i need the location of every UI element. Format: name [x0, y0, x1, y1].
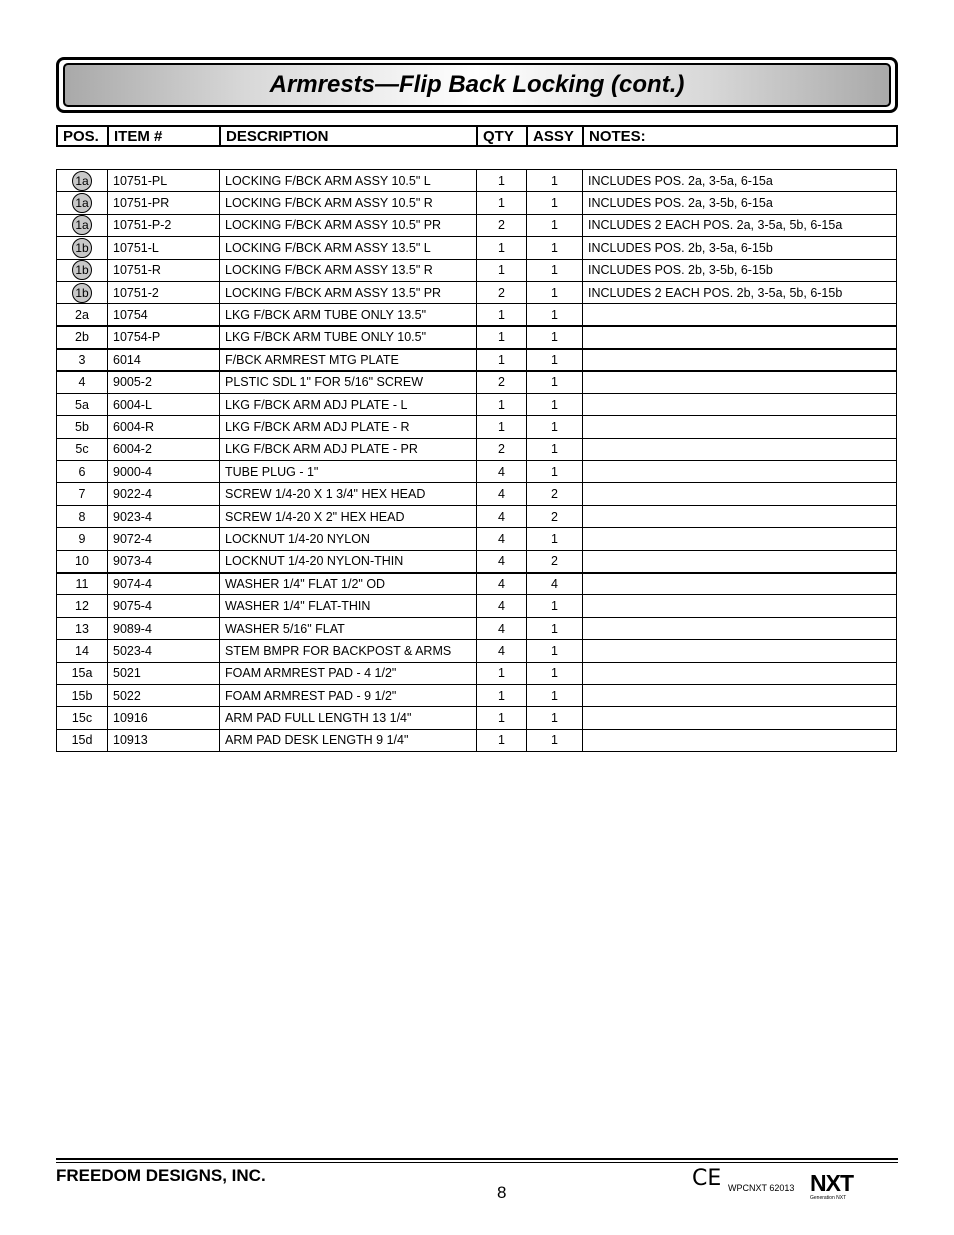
description-cell: STEM BMPR FOR BACKPOST & ARMS [220, 640, 477, 662]
notes-cell [583, 438, 897, 460]
table-row [57, 684, 897, 706]
notes-cell [583, 483, 897, 505]
qty-cell: 1 [477, 729, 527, 751]
notes-cell [583, 707, 897, 729]
item-cell: 6004-L [108, 393, 220, 415]
item-cell: 10751-R [108, 259, 220, 281]
description-cell: LKG F/BCK ARM TUBE ONLY 13.5" [220, 304, 477, 326]
notes-cell: INCLUDES 2 EACH POS. 2a, 3-5a, 5b, 6-15a [583, 214, 897, 236]
item-cell: 5021 [108, 662, 220, 684]
table-row [57, 505, 897, 527]
item-cell: 10754-P [108, 326, 220, 348]
notes-cell [583, 640, 897, 662]
item-cell: 9075-4 [108, 595, 220, 617]
item-cell: 6004-R [108, 416, 220, 438]
table-row [57, 617, 897, 639]
description-cell: SCREW 1/4-20 X 1 3/4" HEX HEAD [220, 483, 477, 505]
notes-cell: INCLUDES 2 EACH POS. 2b, 3-5a, 5b, 6-15b [583, 281, 897, 303]
footer-rule [56, 1158, 898, 1160]
description-cell: LOCKNUT 1/4-20 NYLON [220, 528, 477, 550]
pos-cell: 15d [57, 729, 108, 751]
table-row [57, 393, 897, 415]
notes-cell [583, 326, 897, 348]
notes-cell [583, 729, 897, 751]
assy-cell: 1 [527, 684, 583, 706]
assy-cell: 1 [527, 595, 583, 617]
qty-cell: 2 [477, 438, 527, 460]
qty-cell: 1 [477, 326, 527, 348]
pos-cell: 10 [57, 550, 108, 572]
assy-cell: 1 [527, 707, 583, 729]
notes-cell [583, 416, 897, 438]
description-cell: FOAM ARMREST PAD - 4 1/2" [220, 662, 477, 684]
assy-cell: 1 [527, 304, 583, 326]
pos-cell: 8 [57, 505, 108, 527]
item-cell: 9000-4 [108, 461, 220, 483]
pos-cell: 9 [57, 528, 108, 550]
document-code: WPCNXT 62013 [728, 1183, 795, 1193]
pos-cell [57, 170, 108, 192]
pos-circle-badge: 1b [72, 238, 92, 258]
assy-cell: 1 [527, 438, 583, 460]
assy-cell: 1 [527, 729, 583, 751]
pos-circle-badge: 1b [72, 260, 92, 280]
item-cell: 10751-PL [108, 170, 220, 192]
qty-cell: 1 [477, 662, 527, 684]
pos-cell: 5a [57, 393, 108, 415]
item-cell: 9022-4 [108, 483, 220, 505]
qty-cell: 4 [477, 483, 527, 505]
description-cell: TUBE PLUG - 1" [220, 461, 477, 483]
notes-cell [583, 304, 897, 326]
description-cell: LKG F/BCK ARM TUBE ONLY 10.5" [220, 326, 477, 348]
table-row [57, 438, 897, 460]
qty-cell: 4 [477, 461, 527, 483]
description-cell: LOCKING F/BCK ARM ASSY 10.5" L [220, 170, 477, 192]
title-banner-inner [63, 63, 891, 107]
qty-cell: 2 [477, 214, 527, 236]
nxt-logo-text: NXT [810, 1170, 853, 1196]
notes-cell [583, 528, 897, 550]
description-cell: FOAM ARMREST PAD - 9 1/2" [220, 684, 477, 706]
column-header-table [56, 125, 898, 147]
qty-cell: 1 [477, 304, 527, 326]
notes-cell [583, 505, 897, 527]
pos-cell: 6 [57, 461, 108, 483]
table-row [57, 461, 897, 483]
item-cell: 9072-4 [108, 528, 220, 550]
table-row [57, 214, 897, 236]
item-cell: 9089-4 [108, 617, 220, 639]
item-cell: 9073-4 [108, 550, 220, 572]
pos-cell: 12 [57, 595, 108, 617]
assy-cell: 1 [527, 393, 583, 415]
pos-cell [57, 259, 108, 281]
notes-cell: INCLUDES POS. 2b, 3-5b, 6-15b [583, 259, 897, 281]
assy-cell: 1 [527, 416, 583, 438]
table-row [57, 259, 897, 281]
pos-cell [57, 192, 108, 214]
table-row [57, 237, 897, 259]
qty-cell: 1 [477, 192, 527, 214]
item-cell: 9005-2 [108, 371, 220, 393]
item-cell: 10751-L [108, 237, 220, 259]
table-row [57, 281, 897, 303]
column-header-row [57, 126, 897, 146]
notes-cell: INCLUDES POS. 2b, 3-5a, 6-15b [583, 237, 897, 259]
table-row [57, 729, 897, 751]
description-cell: LOCKING F/BCK ARM ASSY 10.5" PR [220, 214, 477, 236]
qty-cell: 4 [477, 528, 527, 550]
notes-cell [583, 461, 897, 483]
qty-cell: 1 [477, 416, 527, 438]
pos-cell: 14 [57, 640, 108, 662]
table-row [57, 640, 897, 662]
pos-circle-badge: 1b [72, 283, 92, 303]
notes-cell: INCLUDES POS. 2a, 3-5a, 6-15a [583, 170, 897, 192]
table-row [57, 573, 897, 595]
notes-cell [583, 393, 897, 415]
assy-cell: 1 [527, 326, 583, 348]
pos-cell [57, 237, 108, 259]
notes-cell [583, 595, 897, 617]
column-header-pos: POS. [57, 126, 108, 146]
pos-cell: 15a [57, 662, 108, 684]
description-cell: LKG F/BCK ARM ADJ PLATE - L [220, 393, 477, 415]
pos-cell: 13 [57, 617, 108, 639]
assy-cell: 1 [527, 461, 583, 483]
description-cell: PLSTIC SDL 1" FOR 5/16" SCREW [220, 371, 477, 393]
assy-cell: 1 [527, 349, 583, 371]
pos-cell [57, 281, 108, 303]
table-row [57, 349, 897, 371]
table-row [57, 371, 897, 393]
qty-cell: 4 [477, 595, 527, 617]
nxt-logo [808, 1170, 858, 1202]
description-cell: WASHER 5/16" FLAT [220, 617, 477, 639]
description-cell: F/BCK ARMREST MTG PLATE [220, 349, 477, 371]
assy-cell: 1 [527, 617, 583, 639]
qty-cell: 1 [477, 349, 527, 371]
pos-cell [57, 214, 108, 236]
nxt-logo-subtext: Generation NXT [810, 1195, 847, 1201]
column-header-assy: ASSY [527, 126, 583, 146]
description-cell: LKG F/BCK ARM ADJ PLATE - R [220, 416, 477, 438]
footer-rule-thin [56, 1162, 898, 1163]
item-cell: 5023-4 [108, 640, 220, 662]
description-cell: WASHER 1/4" FLAT 1/2" OD [220, 573, 477, 595]
item-cell: 10751-PR [108, 192, 220, 214]
column-header-qty: QTY [477, 126, 527, 146]
qty-cell: 1 [477, 684, 527, 706]
notes-cell [583, 684, 897, 706]
table-row [57, 595, 897, 617]
table-row [57, 170, 897, 192]
item-cell: 10751-2 [108, 281, 220, 303]
description-cell: LOCKING F/BCK ARM ASSY 13.5" L [220, 237, 477, 259]
item-cell: 10913 [108, 729, 220, 751]
column-header-notes: NOTES: [583, 126, 897, 146]
description-cell: LKG F/BCK ARM ADJ PLATE - PR [220, 438, 477, 460]
item-cell: 9074-4 [108, 573, 220, 595]
table-row [57, 662, 897, 684]
assy-cell: 1 [527, 640, 583, 662]
qty-cell: 1 [477, 393, 527, 415]
assy-cell: 2 [527, 483, 583, 505]
assy-cell: 1 [527, 371, 583, 393]
pos-cell: 5b [57, 416, 108, 438]
pos-cell: 15c [57, 707, 108, 729]
assy-cell: 2 [527, 505, 583, 527]
pos-cell: 11 [57, 573, 108, 595]
description-cell: LOCKING F/BCK ARM ASSY 13.5" R [220, 259, 477, 281]
table-row [57, 483, 897, 505]
qty-cell: 1 [477, 259, 527, 281]
item-cell: 10754 [108, 304, 220, 326]
pos-cell: 15b [57, 684, 108, 706]
pos-cell: 2b [57, 326, 108, 348]
pos-cell: 7 [57, 483, 108, 505]
pos-cell: 3 [57, 349, 108, 371]
qty-cell: 4 [477, 573, 527, 595]
notes-cell [583, 550, 897, 572]
assy-cell: 1 [527, 528, 583, 550]
parts-table [56, 169, 897, 752]
company-name: FREEDOM DESIGNS, INC. [56, 1166, 266, 1185]
qty-cell: 1 [477, 237, 527, 259]
table-row [57, 192, 897, 214]
item-cell: 5022 [108, 684, 220, 706]
qty-cell: 1 [477, 170, 527, 192]
pos-cell: 4 [57, 371, 108, 393]
description-cell: LOCKNUT 1/4-20 NYLON-THIN [220, 550, 477, 572]
table-row [57, 304, 897, 326]
qty-cell: 4 [477, 617, 527, 639]
parts-table-body [57, 170, 897, 752]
pos-cell: 2a [57, 304, 108, 326]
description-cell: ARM PAD DESK LENGTH 9 1/4" [220, 729, 477, 751]
notes-cell [583, 573, 897, 595]
description-cell: ARM PAD FULL LENGTH 13 1/4" [220, 707, 477, 729]
table-row [57, 326, 897, 348]
pos-circle-badge: 1a [72, 215, 92, 235]
notes-cell [583, 371, 897, 393]
item-cell: 10751-P-2 [108, 214, 220, 236]
ce-mark: CE [692, 1166, 722, 1191]
qty-cell: 4 [477, 640, 527, 662]
notes-cell [583, 617, 897, 639]
pos-cell: 5c [57, 438, 108, 460]
page-number: 8 [497, 1183, 507, 1202]
notes-cell [583, 349, 897, 371]
qty-cell: 1 [477, 707, 527, 729]
qty-cell: 2 [477, 371, 527, 393]
assy-cell: 1 [527, 281, 583, 303]
column-header-description: DESCRIPTION [220, 126, 477, 146]
qty-cell: 2 [477, 281, 527, 303]
pos-circle-badge: 1a [72, 171, 92, 191]
title-banner [56, 57, 898, 113]
item-cell: 9023-4 [108, 505, 220, 527]
description-cell: LOCKING F/BCK ARM ASSY 13.5" PR [220, 281, 477, 303]
table-row [57, 707, 897, 729]
pos-circle-badge: 1a [72, 193, 92, 213]
description-cell: SCREW 1/4-20 X 2" HEX HEAD [220, 505, 477, 527]
item-cell: 6004-2 [108, 438, 220, 460]
assy-cell: 1 [527, 192, 583, 214]
assy-cell: 4 [527, 573, 583, 595]
assy-cell: 1 [527, 237, 583, 259]
description-cell: WASHER 1/4" FLAT-THIN [220, 595, 477, 617]
qty-cell: 4 [477, 505, 527, 527]
assy-cell: 1 [527, 259, 583, 281]
table-row [57, 416, 897, 438]
assy-cell: 1 [527, 214, 583, 236]
assy-cell: 1 [527, 662, 583, 684]
column-header-item: ITEM # [108, 126, 220, 146]
item-cell: 10916 [108, 707, 220, 729]
assy-cell: 1 [527, 170, 583, 192]
table-row [57, 550, 897, 572]
assy-cell: 2 [527, 550, 583, 572]
notes-cell: INCLUDES POS. 2a, 3-5b, 6-15a [583, 192, 897, 214]
page-title: Armrests—Flip Back Locking (cont.) [269, 71, 685, 98]
table-row [57, 528, 897, 550]
notes-cell [583, 662, 897, 684]
item-cell: 6014 [108, 349, 220, 371]
description-cell: LOCKING F/BCK ARM ASSY 10.5" R [220, 192, 477, 214]
qty-cell: 4 [477, 550, 527, 572]
